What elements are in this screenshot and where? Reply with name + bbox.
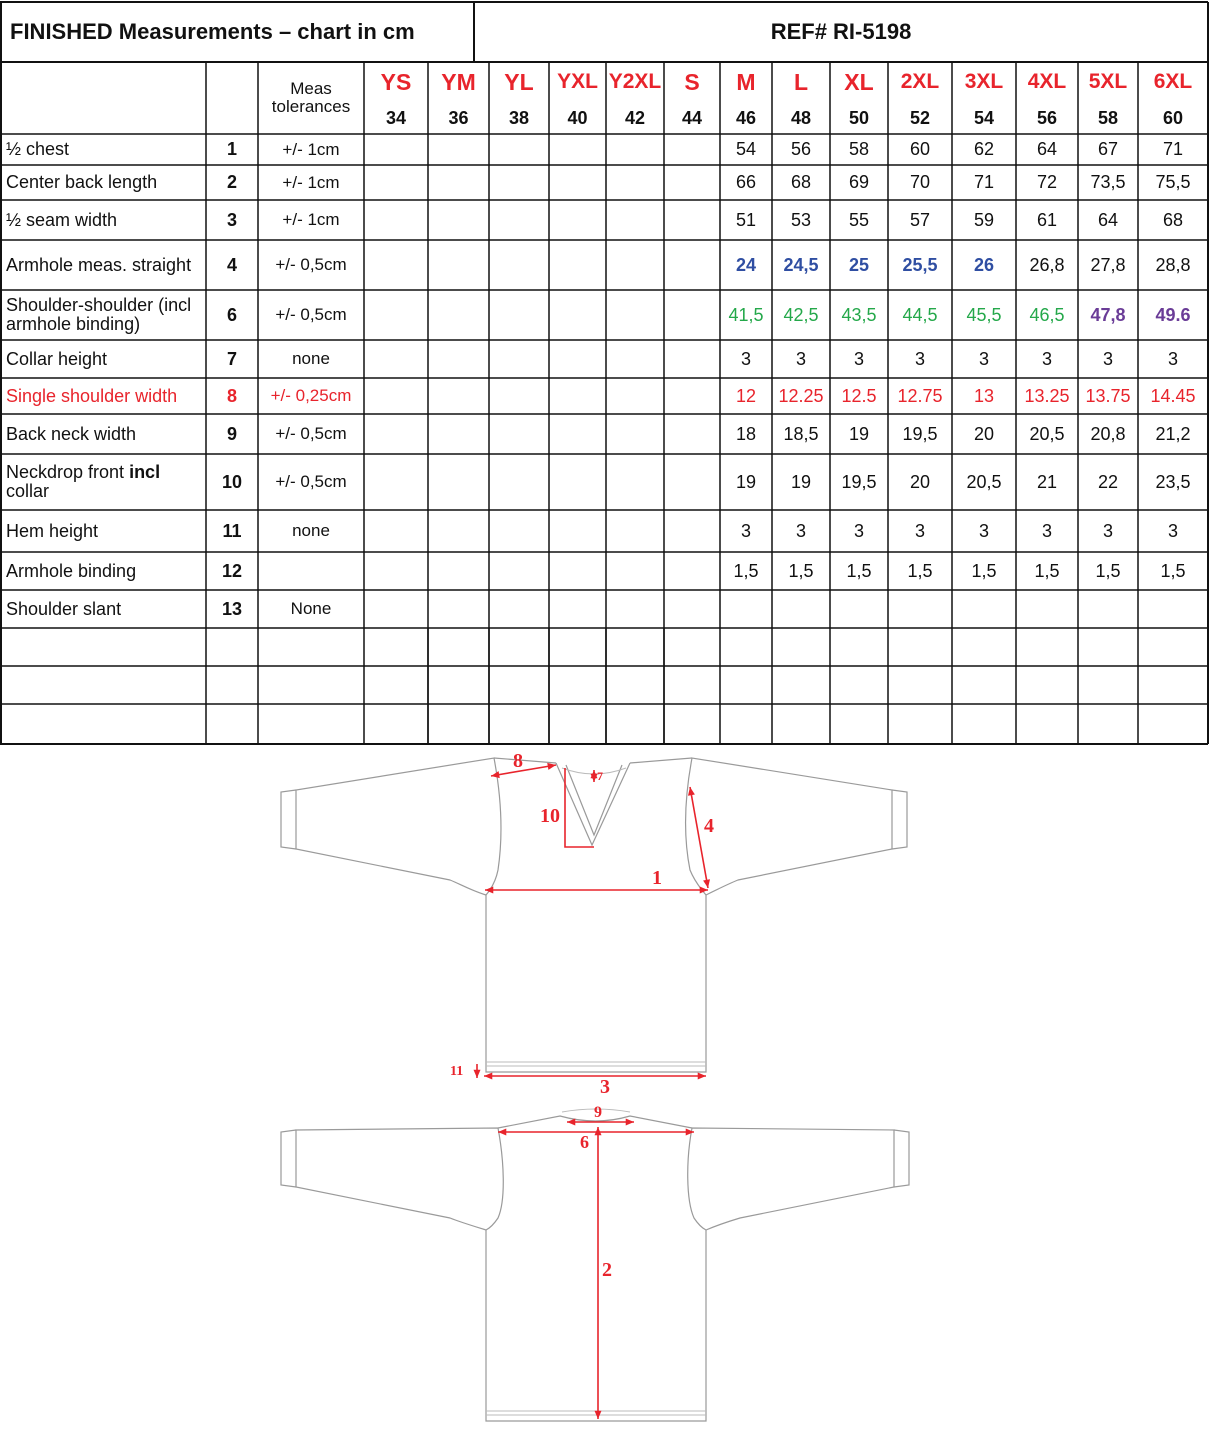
back-left-cuff [281, 1130, 296, 1187]
value-cell: 1,5 [1160, 560, 1186, 581]
row-tolerance: +/- 0,5cm [275, 255, 347, 275]
value-cell: 19 [848, 423, 870, 444]
value-cell: 20,5 [966, 471, 1002, 492]
value-cell: 23,5 [1155, 471, 1191, 492]
value-cell: 51 [735, 209, 757, 230]
value-cell: 19,5 [841, 471, 877, 492]
size-label-xl: XL [844, 68, 874, 95]
arrow-back-length [594, 1127, 601, 1419]
value-cell: 20 [973, 423, 995, 444]
value-cell: 20,5 [1029, 423, 1065, 444]
value-cell: 21 [1036, 471, 1058, 492]
value-cell: 62 [973, 139, 995, 160]
value-cell: 12.75 [897, 385, 943, 406]
value-cell: 12 [735, 385, 757, 406]
front-right-cuff [892, 790, 907, 849]
value-cell: 70 [909, 172, 931, 193]
row-tolerance: none [292, 349, 330, 369]
chart-title: FINISHED Measurements – chart in cm [10, 19, 415, 45]
row-code: 11 [222, 520, 242, 541]
row-label-part: Neckdrop front [6, 462, 130, 483]
value-cell: 18 [735, 423, 757, 444]
row-tolerance: +/- 1cm [282, 210, 340, 230]
value-cell: 3 [1167, 348, 1178, 369]
size-number-34: 34 [385, 107, 407, 128]
value-cell: 3 [795, 520, 806, 541]
value-cell: 12.25 [778, 385, 824, 406]
value-cell: 3 [1102, 520, 1113, 541]
front-left-sleeve [296, 758, 501, 895]
row-code: 13 [221, 598, 243, 619]
row-code: 10 [221, 471, 243, 492]
row-code: 7 [226, 348, 237, 369]
value-cell: 60 [909, 139, 931, 160]
size-label-4xl: 4XL [1027, 69, 1067, 93]
size-number-36: 36 [448, 107, 469, 128]
value-cell: 66 [735, 172, 757, 193]
row-label: ½ chest [6, 139, 70, 160]
arrow-chest [485, 886, 708, 893]
row-tolerance: +/- 0,5cm [275, 424, 347, 444]
size-number-46: 46 [735, 107, 757, 128]
size-label-2xl: 2XL [900, 69, 940, 93]
value-cell: 26 [973, 254, 995, 275]
value-cell: 58 [848, 139, 870, 160]
back-left-sleeve [296, 1128, 503, 1230]
value-cell: 68 [790, 172, 812, 193]
measurement-label: 4 [704, 815, 714, 837]
row-code: 6 [226, 304, 237, 325]
measurement-label: 7 [597, 769, 603, 783]
value-cell: 43,5 [841, 304, 877, 325]
row-label: Collar height [6, 348, 108, 369]
value-cell: 56 [790, 139, 812, 160]
size-number-54: 54 [973, 107, 995, 128]
value-cell: 1,5 [733, 560, 759, 581]
row-label: Shoulder slant [6, 598, 122, 619]
value-cell: 28,8 [1155, 254, 1191, 275]
value-cell: 19 [735, 471, 757, 492]
arrow-neckdrop-guide [565, 768, 594, 847]
front-right-sleeve [686, 758, 892, 895]
row-tolerance: +/- 0,25cm [270, 386, 352, 406]
row-label: Armhole binding [6, 560, 137, 581]
row-tolerance: None [290, 599, 332, 619]
value-cell: 68 [1162, 209, 1184, 230]
value-cell: 54 [735, 139, 757, 160]
size-label-6xl: 6XL [1153, 69, 1193, 93]
size-number-42: 42 [624, 107, 646, 128]
value-cell: 21,2 [1155, 423, 1191, 444]
value-cell: 3 [740, 348, 751, 369]
value-cell: 3 [853, 520, 864, 541]
value-cell: 75,5 [1155, 172, 1191, 193]
value-cell: 44,5 [902, 304, 938, 325]
size-label-l: L [793, 68, 809, 95]
value-cell: 71 [973, 172, 995, 193]
row-code: 8 [226, 385, 237, 406]
value-cell: 72 [1036, 172, 1058, 193]
value-cell: 26,8 [1029, 254, 1065, 275]
arrow-hem-height [473, 1064, 480, 1078]
value-cell: 24 [735, 254, 757, 275]
value-cell: 45,5 [966, 304, 1002, 325]
measurement-label: 1 [652, 867, 662, 889]
size-number-60: 60 [1162, 107, 1184, 128]
value-cell: 25,5 [902, 254, 938, 275]
value-cell: 41,5 [728, 304, 764, 325]
value-cell: 13 [973, 385, 995, 406]
value-cell: 3 [978, 348, 989, 369]
row-label: Center back length [6, 172, 158, 193]
arrow-single-shoulder [491, 763, 556, 778]
value-cell: 3 [978, 520, 989, 541]
value-cell: 3 [740, 520, 751, 541]
size-number-58: 58 [1097, 107, 1119, 128]
measurement-label: 10 [540, 805, 560, 827]
value-cell: 3 [795, 348, 806, 369]
row-code: 1 [226, 139, 237, 160]
row-tolerance: +/- 0,5cm [275, 472, 347, 492]
value-cell: 46,5 [1029, 304, 1065, 325]
value-cell: 3 [1041, 520, 1052, 541]
value-cell: 1,5 [1095, 560, 1121, 581]
value-cell: 22 [1097, 471, 1119, 492]
value-cell: 19 [790, 471, 812, 492]
size-label-3xl: 3XL [964, 69, 1004, 93]
value-cell: 12.5 [841, 385, 877, 406]
row-label: Single shoulder width [6, 385, 178, 406]
measurement-label: 2 [602, 1259, 612, 1281]
back-right-sleeve [688, 1128, 894, 1230]
value-cell: 25 [848, 254, 870, 275]
value-cell: 13.25 [1024, 385, 1070, 406]
value-cell: 59 [973, 209, 995, 230]
back-right-cuff [894, 1130, 909, 1187]
size-number-48: 48 [790, 107, 812, 128]
row-code: 3 [226, 209, 237, 230]
value-cell: 3 [914, 520, 925, 541]
front-body-outline [486, 895, 706, 1072]
value-cell: 20,8 [1090, 423, 1126, 444]
value-cell: 1,5 [907, 560, 933, 581]
value-cell: 3 [1102, 348, 1113, 369]
row-code: 4 [226, 254, 237, 275]
measurement-label: 3 [600, 1076, 610, 1098]
row-label: Shoulder-shoulder (incl armhole binding) [6, 295, 192, 334]
value-cell: 64 [1097, 209, 1119, 230]
reference-number: REF# RI-5198 [770, 19, 912, 45]
size-label-y2xl: Y2XL [608, 69, 662, 93]
row-tolerance: +/- 1cm [282, 172, 340, 192]
row-label: Armhole meas. straight [6, 254, 192, 275]
row-code: 2 [226, 172, 237, 193]
size-number-50: 50 [848, 107, 870, 128]
value-cell: 13.75 [1085, 385, 1131, 406]
measurement-label: 8 [513, 750, 523, 772]
value-cell: 3 [914, 348, 925, 369]
row-label: Hem height [6, 520, 99, 541]
value-cell: 47,8 [1090, 304, 1126, 325]
value-cell: 55 [848, 209, 870, 230]
size-label-ys: YS [380, 68, 412, 95]
value-cell: 3 [1167, 520, 1178, 541]
row-code: 12 [221, 560, 243, 581]
value-cell: 64 [1036, 139, 1058, 160]
value-cell: 14.45 [1150, 385, 1196, 406]
row-tolerance: +/- 0,5cm [275, 305, 347, 325]
size-number-38: 38 [508, 107, 530, 128]
value-cell: 49.6 [1155, 304, 1191, 325]
size-number-40: 40 [567, 107, 588, 128]
value-cell: 19,5 [902, 423, 938, 444]
tolerance-header: Meas tolerances [271, 79, 351, 116]
value-cell: 1,5 [846, 560, 872, 581]
value-cell: 18,5 [783, 423, 819, 444]
value-cell: 3 [1041, 348, 1052, 369]
value-cell: 71 [1162, 139, 1184, 160]
row-label: Back neck width [6, 423, 137, 444]
value-cell: 1,5 [1034, 560, 1060, 581]
row-code: 9 [226, 423, 237, 444]
value-cell: 1,5 [971, 560, 997, 581]
size-number-44: 44 [681, 107, 703, 128]
measurement-label: 6 [580, 1132, 589, 1152]
size-label-ym: YM [441, 68, 476, 95]
size-label-yxl: YXL [557, 69, 598, 93]
back-body-outline [486, 1230, 706, 1421]
size-label-m: M [736, 68, 756, 95]
value-cell: 24,5 [783, 254, 819, 275]
size-number-52: 52 [909, 107, 931, 128]
front-shoulder-lines [494, 758, 692, 763]
value-cell: 20 [909, 471, 931, 492]
row-label: ½ seam width [6, 209, 118, 230]
size-number-56: 56 [1036, 107, 1058, 128]
value-cell: 73,5 [1090, 172, 1126, 193]
row-label-bold: incl [129, 462, 161, 483]
size-label-5xl: 5XL [1088, 69, 1128, 93]
value-cell: 3 [853, 348, 864, 369]
measurement-label: 9 [594, 1104, 602, 1121]
size-label-s: S [684, 68, 700, 95]
value-cell: 1,5 [788, 560, 814, 581]
size-label-yl: YL [504, 68, 534, 95]
front-hem-lines [486, 1062, 706, 1066]
value-cell: 67 [1097, 139, 1119, 160]
row-tolerance: none [292, 521, 330, 541]
value-cell: 42,5 [783, 304, 819, 325]
row-tolerance: +/- 1cm [282, 139, 340, 159]
value-cell: 27,8 [1090, 254, 1126, 275]
row-label-tail: collar [6, 481, 50, 501]
value-cell: 57 [909, 209, 931, 230]
value-cell: 53 [790, 209, 812, 230]
measurement-label: 11 [450, 1064, 464, 1079]
value-cell: 61 [1036, 209, 1058, 230]
arrow-seam-width [484, 1072, 706, 1079]
front-left-cuff [281, 790, 296, 849]
value-cell: 69 [848, 172, 870, 193]
